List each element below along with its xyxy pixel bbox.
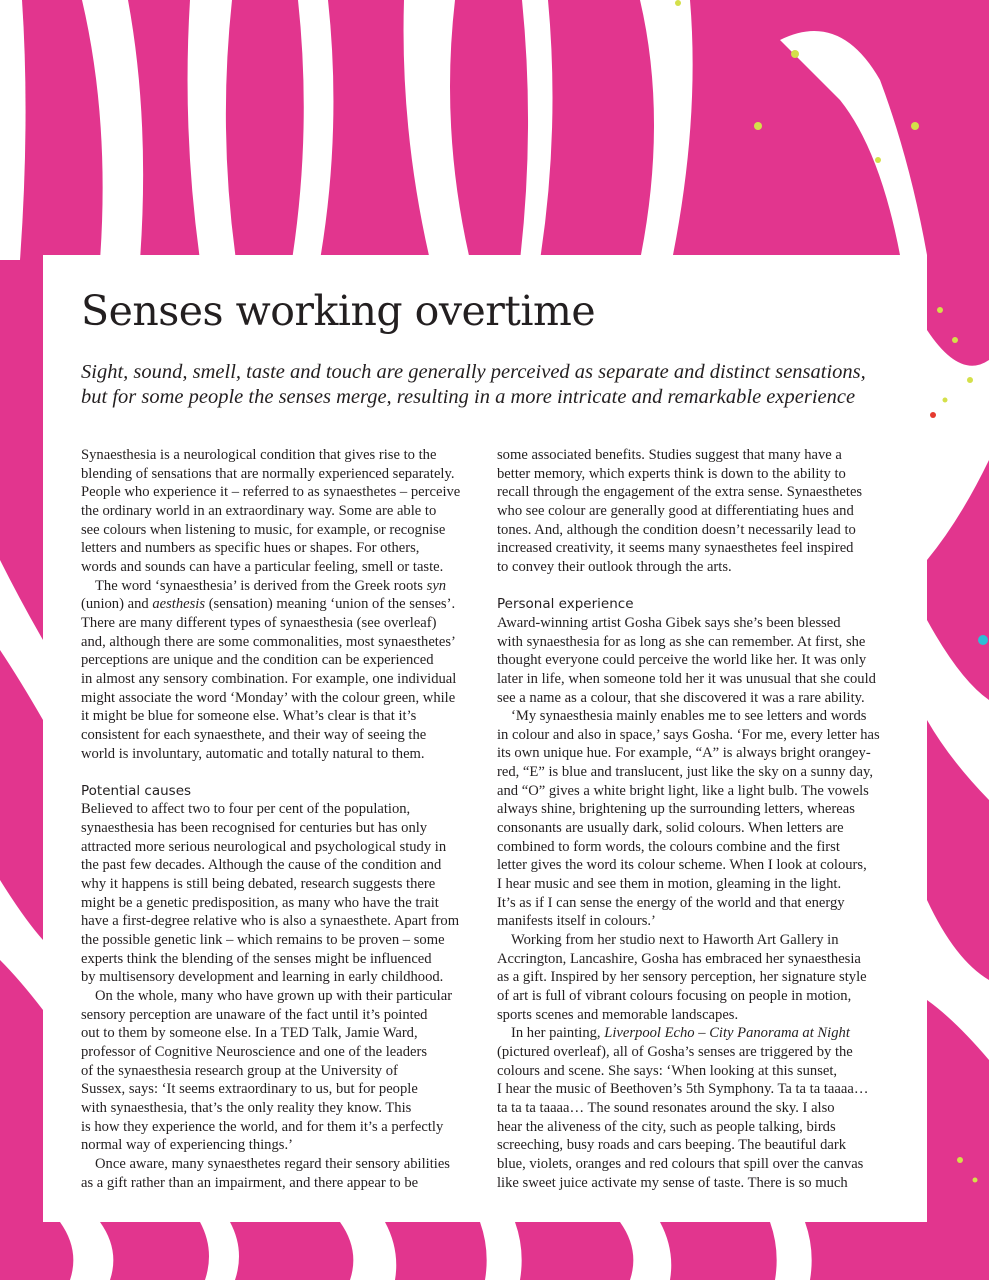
text-line: better memory, which experts think is down to the ability to: [497, 465, 846, 482]
text-line: sensory perception are unaware of the fact until it’s pointed: [81, 1006, 428, 1023]
text-line: later in life, when someone told her it was unusual that she could: [497, 670, 876, 687]
text-line: see a name as a colour, that she discovered it was a rare ability.: [497, 689, 865, 706]
text-line: in colour and also in space,’ says Gosha. ‘For me, every letter has: [497, 726, 880, 743]
section-heading: Potential causes: [81, 782, 192, 799]
text-line: it might be blue for someone else. What’s clear is that it’s: [81, 708, 417, 725]
text-line: Once aware, many synaesthetes regard their sensory abilities: [95, 1155, 450, 1172]
text-line: ta ta ta taaaa… The sound resonates around the sky. I also: [497, 1099, 835, 1116]
text-line: might associate the word ‘Monday’ with the colour green, while: [81, 689, 456, 706]
paragraph: [497, 1024, 907, 1192]
text-line: Synaesthesia is a neurological condition that gives rise to the: [81, 447, 437, 463]
text-line: in almost any sensory combination. For example, one individual: [81, 670, 457, 687]
text-line: consistent for each synaesthete, and their way of seeing the: [81, 726, 427, 743]
text-line: increased creativity, it seems many synaesthetes feel inspired: [497, 540, 854, 557]
paragraph-gap: [81, 763, 491, 782]
text-line: why it happens is still being debated, research suggests there: [81, 876, 436, 893]
text-line: as a gift. Inspired by her sensory perception, her signature style: [497, 969, 867, 986]
text-line: Award-winning artist Gosha Gibek says she’s been blessed: [497, 614, 841, 631]
article-column-right: [497, 446, 907, 1192]
text-line: normal way of experiencing things.’: [81, 1137, 293, 1154]
text-line: thought everyone could perceive the world like her. It was only: [497, 652, 867, 669]
text-line: perceptions are unique and the condition can be experienced: [81, 652, 434, 669]
text-line: tones. And, although the condition doesn’t necessarily lead to: [497, 521, 856, 538]
text-line: ‘My synaesthesia mainly enables me to see letters and words: [511, 708, 867, 725]
text-line: with synaesthesia for as long as she can remember. At first, she: [497, 633, 866, 650]
text-line: some associated benefits. Studies suggest that many have a: [497, 447, 842, 463]
text-line: It’s as if I can sense the energy of the world and that energy: [497, 894, 845, 911]
text-line: and “O” gives a white bright light, like a light bulb. The vowels: [497, 782, 869, 799]
text-line: On the whole, many who have grown up with their particular: [95, 988, 453, 1005]
text-run: The word ‘synaesthesia’ is derived from the Greek roots: [95, 577, 427, 594]
text-line: blending of sensations that are normally experienced separately.: [81, 465, 455, 482]
text-line: recall through the engagement of the extra sense. Synaesthetes: [497, 484, 863, 501]
text-line: by multisensory development and learning in early childhood.: [81, 969, 444, 986]
text-line: [497, 1024, 907, 1043]
paragraph: [81, 800, 491, 987]
text-line: see colours when listening to music, for example, or recognise: [81, 521, 446, 538]
text-line: the ordinary world in an extraordinary way. Some are able to: [81, 502, 437, 519]
text-line: blue, violets, oranges and red colours that spill over the canvas: [497, 1155, 864, 1172]
text-line: People who experience it – referred to as synaesthetes – perceive: [81, 484, 461, 501]
italic-text: Liverpool Echo – City Panorama at Night: [604, 1025, 850, 1042]
text-line: I hear music and see them in motion, gleaming in the light.: [497, 876, 842, 893]
text-line: manifests itself in colours.’: [497, 913, 656, 930]
text-run: In her painting,: [511, 1025, 605, 1042]
text-line: attracted more serious neurological and psychological study in: [81, 838, 447, 855]
text-line: of the synaesthesia research group at the University of: [81, 1062, 398, 1079]
paragraph: [497, 707, 907, 931]
text-line: Sussex, says: ‘It seems extraordinary to us, but for people: [81, 1081, 418, 1098]
text-line: Accrington, Lancashire, Gosha has embraced her synaesthesia: [497, 950, 861, 967]
paragraph: [497, 446, 907, 577]
subtitle-line: but for some people the senses merge, resulting in a more intricate and remarkable experience: [81, 386, 856, 408]
text-line: [81, 577, 491, 596]
text-line: screeching, busy roads and cars beeping. The beautiful dark: [497, 1137, 847, 1154]
text-line: and, although there are some commonalities, most synaesthetes’: [81, 633, 456, 650]
text-line: letters and numbers as specific hues or shapes. For others,: [81, 540, 420, 557]
text-line: Believed to affect two to four per cent of the population,: [81, 801, 411, 818]
italic-text: aesthesis: [152, 596, 206, 613]
text-line: [81, 595, 491, 614]
text-line: synaesthesia has been recognised for centuries but has only: [81, 820, 428, 837]
text-line: of art is full of vibrant colours focusing on people in motion,: [497, 988, 852, 1005]
text-run: (sensation) meaning ‘union of the senses’.: [205, 596, 456, 613]
text-line: letter gives the word its colour scheme. When I look at colours,: [497, 857, 867, 874]
paragraph: [497, 931, 907, 1024]
text-line: combined to form words, the colours combine and the first: [497, 838, 840, 855]
paragraph: [81, 987, 491, 1155]
article-subtitle: [81, 360, 881, 410]
text-line: sports scenes and memorable landscapes.: [497, 1006, 739, 1023]
text-run: (union) and: [81, 596, 153, 613]
text-line: Working from her studio next to Haworth Art Gallery in: [511, 932, 839, 949]
text-line: colours and scene. She says: ‘When looking at this sunset,: [497, 1062, 838, 1079]
text-line: the possible genetic link – which remains to be proven – some: [81, 932, 445, 949]
text-line: as a gift rather than an impairment, and there appear to be: [81, 1174, 419, 1191]
text-line: always shine, brightening up the surrounding letters, whereas: [497, 801, 855, 818]
paragraph: [497, 614, 907, 707]
text-line: consonants are usually dark, solid colours. When letters are: [497, 820, 844, 837]
paragraph: [81, 577, 491, 764]
text-line: hear the aliveness of the city, such as people talking, birds: [497, 1118, 836, 1135]
text-line: I hear the music of Beethoven’s 5th Symphony. Ta ta ta taaaa…: [497, 1081, 869, 1098]
text-line: who see colour are generally good at differentiating hues and: [497, 502, 854, 519]
text-line: with synaesthesia, that’s the only reality they know. This: [81, 1099, 412, 1116]
text-line: out to them by someone else. In a TED Talk, Jamie Ward,: [81, 1025, 418, 1042]
text-line: world is involuntary, automatic and totally natural to them.: [81, 745, 425, 762]
text-line: is how they experience the world, and for them it’s a perfectly: [81, 1118, 444, 1135]
text-line: red, “E” is blue and translucent, just like the sky on a sunny day,: [497, 764, 873, 781]
subtitle-line: Sight, sound, smell, taste and touch are generally perceived as separate and distinct sensations,: [81, 361, 866, 383]
paragraph: [81, 1155, 491, 1192]
text-line: its own unique hue. For example, “A” is always bright orangey-: [497, 745, 871, 762]
section-heading: Personal experience: [497, 596, 634, 613]
article-title: Senses working overtime: [81, 287, 596, 335]
text-line: might be a genetic predisposition, as many who have the trait: [81, 894, 439, 911]
text-line: words and sounds can have a particular feeling, smell or taste.: [81, 558, 444, 575]
italic-text: syn: [426, 577, 447, 594]
text-line: experts think the blending of the senses might be influenced: [81, 950, 432, 967]
text-line: There are many different types of synaesthesia (see overleaf): [81, 614, 437, 631]
text-line: (pictured overleaf), all of Gosha’s senses are triggered by the: [497, 1043, 853, 1060]
paragraph-gap: [497, 577, 907, 596]
text-line: like sweet juice activate my sense of taste. There is so much: [497, 1174, 848, 1191]
text-line: to convey their outlook through the arts.: [497, 558, 732, 575]
text-line: professor of Cognitive Neuroscience and one of the leaders: [81, 1043, 428, 1060]
article-column-left: [81, 446, 491, 1192]
text-line: the past few decades. Although the cause of the condition and: [81, 857, 442, 874]
paragraph: [81, 446, 491, 577]
text-line: have a first-degree relative who is also a synaesthete. Apart from: [81, 913, 460, 930]
